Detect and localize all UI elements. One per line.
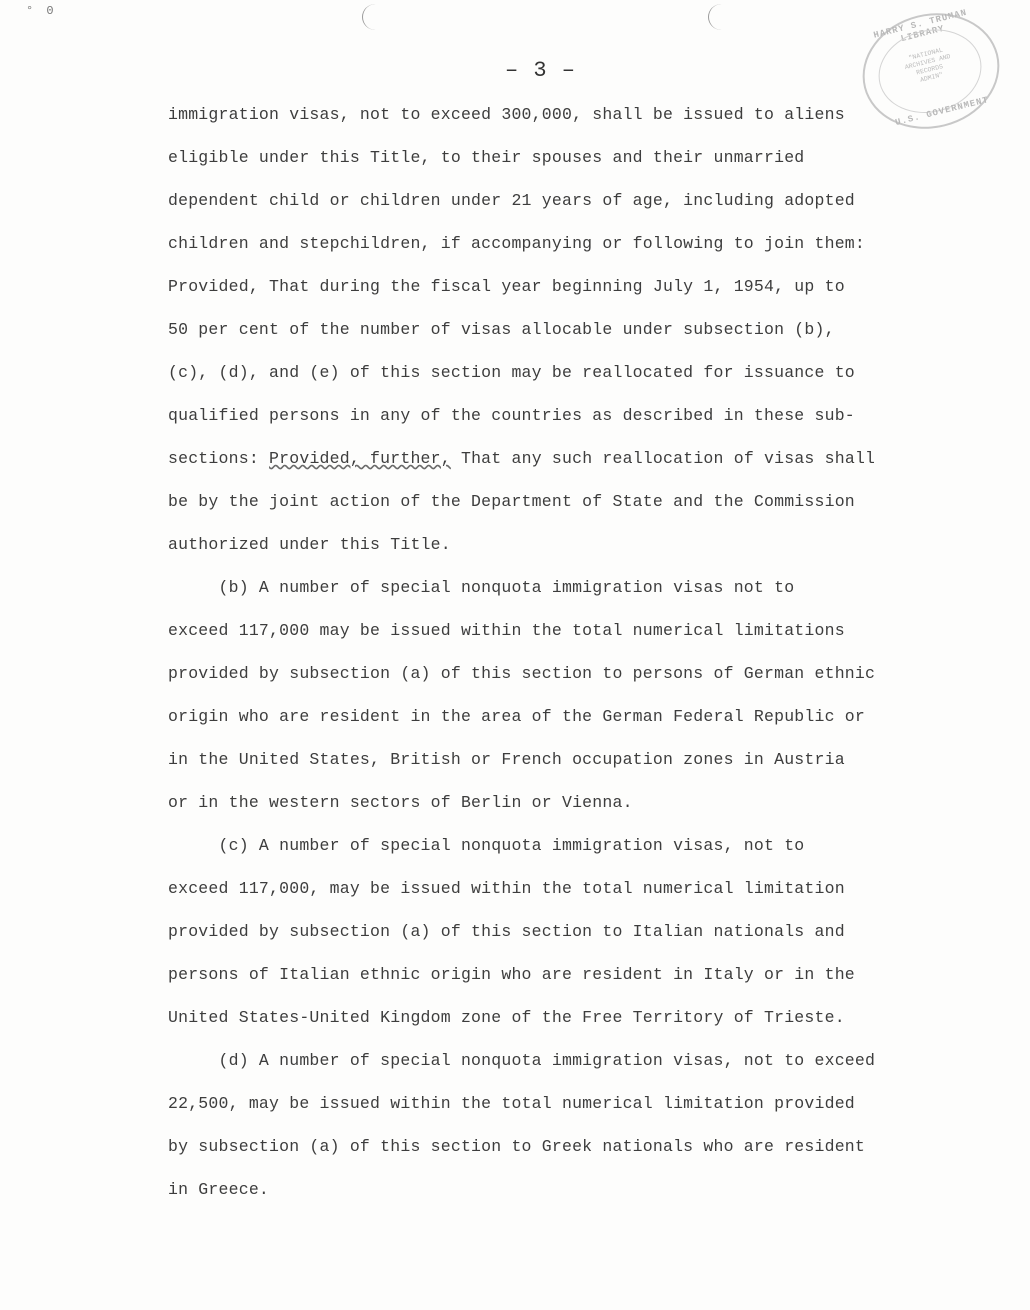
- text-line: eligible under this Title, to their spouses and their unmarried: [168, 148, 805, 167]
- text-line: 22,500, may be issued within the total numerical limitation provided: [168, 1094, 855, 1113]
- text-line: United States-United Kingdom zone of the Free Territory of Trieste.: [168, 1008, 845, 1027]
- text-segment: That any such reallocation of visas shall: [450, 449, 876, 468]
- text-line: in the United States, British or French occupation zones in Austria: [168, 750, 845, 769]
- punch-hole-mark: [708, 4, 735, 30]
- text-line: 50 per cent of the number of visas allocable under subsection (b),: [168, 320, 835, 339]
- text-line: or in the western sectors of Berlin or Vienna.: [168, 793, 633, 812]
- page-number: – 3 –: [505, 58, 577, 83]
- paragraph-c-line: (c) A number of special nonquota immigration visas, not to: [168, 836, 805, 855]
- text-line: children and stepchildren, if accompanying or following to join them:: [168, 234, 866, 253]
- text-line: exceed 117,000 may be issued within the total numerical limitations: [168, 621, 845, 640]
- text-line: provided by subsection (a) of this section to persons of German ethnic: [168, 664, 876, 683]
- text-line: in Greece.: [168, 1180, 270, 1199]
- text-line: [168, 448, 875, 470]
- text-line: authorized under this Title.: [168, 535, 451, 554]
- text-line: exceed 117,000, may be issued within the total numerical limitation: [168, 879, 845, 898]
- stamp-center-text: "NATIONAL ARCHIVES AND RECORDS ADMIN": [904, 46, 952, 84]
- text-line: provided by subsection (a) of this section to Italian nationals and: [168, 922, 845, 941]
- text-segment: sections:: [168, 449, 270, 468]
- text-line: be by the joint action of the Department of State and the Commission: [168, 492, 855, 511]
- text-line: dependent child or children under 21 years of age, including adopted: [168, 191, 855, 210]
- text-line: persons of Italian ethnic origin who are resident in Italy or in the: [168, 965, 855, 984]
- text-line: Provided, That during the fiscal year beginning July 1, 1954, up to: [168, 277, 845, 296]
- corner-mark: ° 0: [26, 4, 57, 18]
- text-line: qualified persons in any of the countries as described in these sub-: [168, 406, 855, 425]
- underlined-phrase: Provided, further,: [269, 449, 451, 468]
- text-line: by subsection (a) of this section to Greek nationals who are resident: [168, 1137, 866, 1156]
- text-line: (c), (d), and (e) of this section may be reallocated for issuance to: [168, 363, 855, 382]
- stamp-ring-top: HARRY S. TRUMAN LIBRARY: [872, 7, 969, 45]
- stamp-ring-bottom: U.S. GOVERNMENT: [894, 95, 990, 128]
- text-line: immigration visas, not to exceed 300,000, shall be issued to aliens: [168, 105, 845, 124]
- paragraph-d-line: (d) A number of special nonquota immigration visas, not to exceed: [168, 1051, 876, 1070]
- paragraph-b-line: (b) A number of special nonquota immigration visas not to: [168, 578, 795, 597]
- text-line: origin who are resident in the area of the German Federal Republic or: [168, 707, 866, 726]
- punch-hole-mark: [362, 4, 389, 30]
